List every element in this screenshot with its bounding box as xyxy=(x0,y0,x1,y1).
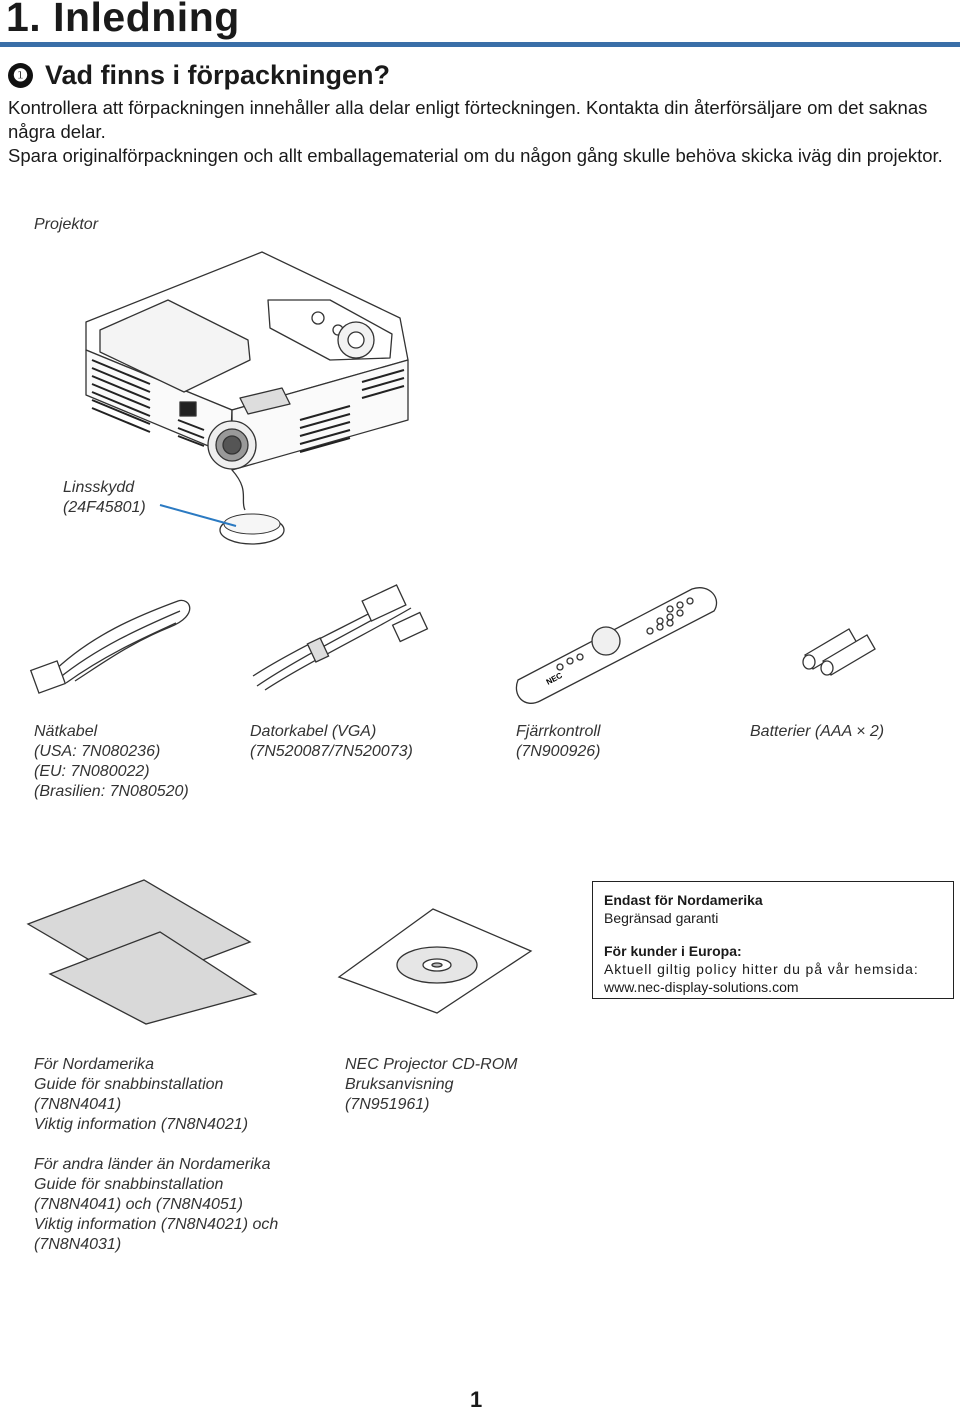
vga-cable-name: Datorkabel (VGA) xyxy=(250,723,377,740)
power-cable-illustration xyxy=(30,595,200,705)
docs-other-line5: (7N8N4031) xyxy=(34,1236,122,1253)
power-cable-eu: (EU: 7N080022) xyxy=(34,763,150,780)
lens-cap-part: (24F45801) xyxy=(63,499,146,516)
intro-paragraph-1: Kontrollera att förpackningen innehåller alla delar enligt förteckningen. Kontakta din återförsäljare om det saknas några delar. xyxy=(8,97,928,142)
batteries-illustration xyxy=(795,615,885,675)
power-cable-usa: (USA: 7N080236) xyxy=(34,743,161,760)
remote-illustration xyxy=(510,585,725,705)
power-cable-name: Nätkabel xyxy=(34,723,98,740)
notice-north-america: Endast för Nordamerika xyxy=(604,892,763,908)
vga-cable-part: (7N520087/7N520073) xyxy=(250,743,413,760)
notice-europe-text: Aktuell giltig policy hitter du på vår hemsida: xyxy=(604,961,919,977)
docs-na-caption xyxy=(34,1055,248,1135)
cdrom-caption xyxy=(345,1055,517,1115)
remote-part: (7N900926) xyxy=(516,743,601,760)
intro-paragraph-2: Spara originalförpackningen och allt emballagematerial om du någon gång skulle behöva skicka iväg din projektor. xyxy=(8,145,943,166)
cdrom-line3: (7N951961) xyxy=(345,1096,430,1113)
cdrom-line1: NEC Projector CD-ROM xyxy=(345,1056,518,1073)
docs-other-line4: Viktig information (7N8N4021) och xyxy=(34,1216,279,1233)
warranty-notice-box xyxy=(592,881,954,999)
cdrom-line2: Bruksanvisning xyxy=(345,1076,454,1093)
remote-brand: NEC xyxy=(544,670,564,687)
page-number: 1 xyxy=(470,1387,483,1412)
section-number-badge: ❶ xyxy=(8,63,33,88)
docs-na-line1: För Nordamerika xyxy=(34,1056,155,1073)
docs-na-line2: Guide för snabbinstallation xyxy=(34,1076,224,1093)
projector-label: Projektor xyxy=(34,216,99,233)
remote-name: Fjärrkontroll xyxy=(516,723,601,740)
docs-other-line2: Guide för snabbinstallation xyxy=(34,1176,224,1193)
docs-other-line3: (7N8N4041) och (7N8N4051) xyxy=(34,1196,243,1213)
documents-illustration xyxy=(20,878,260,1028)
vga-cable-illustration xyxy=(245,590,435,705)
notice-europe-heading: För kunder i Europa: xyxy=(604,943,742,959)
vga-cable-caption xyxy=(250,722,413,762)
docs-other-caption xyxy=(34,1155,278,1255)
power-cable-caption xyxy=(34,722,189,802)
lens-cap-caption xyxy=(63,478,146,518)
chapter-title: 1. Inledning xyxy=(6,0,240,40)
docs-na-line3: (7N8N4041) xyxy=(34,1096,122,1113)
cdrom-illustration xyxy=(335,905,535,1015)
notice-limited-warranty: Begränsad garanti xyxy=(604,910,719,926)
docs-other-line1: För andra länder än Nordamerika xyxy=(34,1156,271,1173)
lens-cap-name: Linsskydd xyxy=(63,479,135,496)
power-cable-brazil: (Brasilien: 7N080520) xyxy=(34,783,189,800)
docs-na-line4: Viktig information (7N8N4021) xyxy=(34,1116,249,1133)
notice-website-link[interactable]: www.nec-display-solutions.com xyxy=(604,979,799,995)
batteries-caption xyxy=(750,722,884,742)
batteries-name: Batterier (AAA × 2) xyxy=(750,723,885,740)
section-title: Vad finns i förpackningen? xyxy=(45,60,391,90)
remote-caption xyxy=(516,722,601,762)
